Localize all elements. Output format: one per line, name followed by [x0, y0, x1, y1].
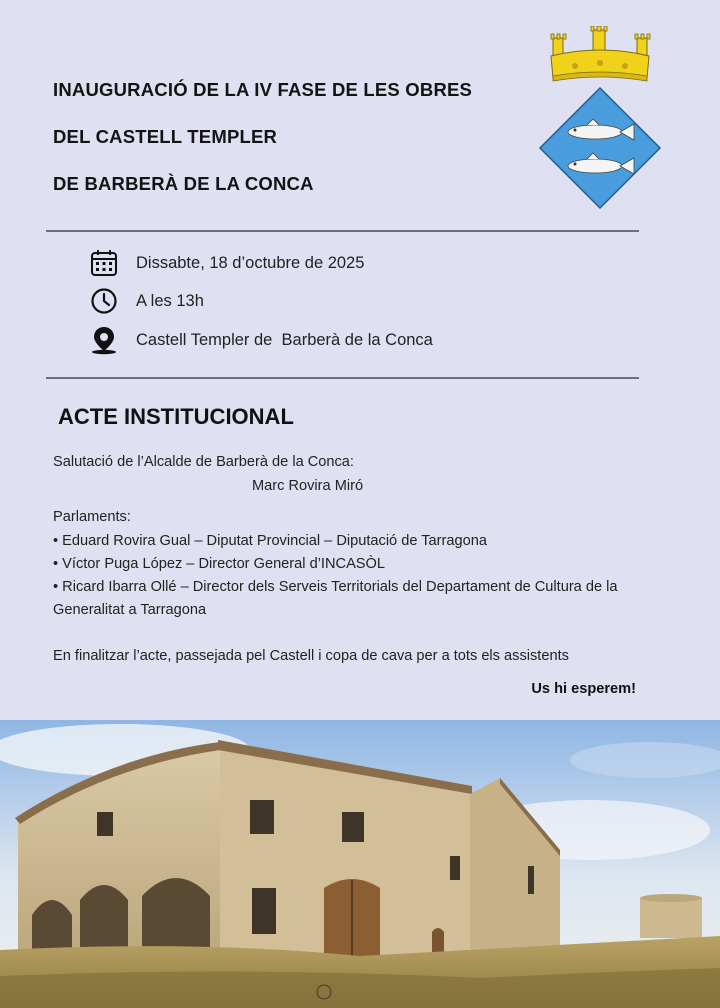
divider-top: [46, 230, 639, 232]
event-place-row: [89, 325, 433, 355]
speaker-item: • Eduard Rovira Gual – Diputat Provincial – Diputació de Tarragona: [53, 533, 487, 549]
event-time-row: [89, 286, 204, 316]
castle-photo: [0, 720, 720, 1008]
section-heading: ACTE INSTITUCIONAL: [58, 404, 294, 429]
location-pin-icon: [89, 325, 119, 355]
event-date-row: [89, 248, 365, 278]
speeches-label: Parlaments:: [53, 509, 131, 525]
greeting-label: Salutació de l’Alcalde de Barberà de la Conca:: [53, 454, 354, 470]
speaker-item-continuation: Generalitat a Tarragona: [53, 602, 207, 618]
sign-off: Us hi esperem!: [531, 681, 636, 697]
event-time: A les 13h: [136, 291, 204, 310]
speaker-item: • Víctor Puga López – Director General d’INCASÒL: [53, 556, 386, 572]
title-line-2: DEL CASTELL TEMPLER: [53, 126, 278, 147]
event-title: [53, 76, 533, 217]
closing-note: En finalitzar l’acte, passejada pel Castell i copa de cava per a tots els assistents: [53, 648, 569, 664]
divider-bottom: [46, 377, 639, 379]
title-line-3: DE BARBERÀ DE LA CONCA: [53, 173, 314, 194]
coat-of-arms-icon: [535, 26, 665, 212]
event-date: Dissabte, 18 d’octubre de 2025: [136, 253, 365, 272]
title-line-1: INAUGURACIÓ DE LA IV FASE DE LES OBRES: [53, 79, 473, 100]
event-place: Castell Templer de Barberà de la Conca: [136, 330, 433, 349]
crown-icon: [551, 26, 650, 81]
greeting-name: Marc Rovira Miró: [252, 478, 364, 494]
calendar-icon: [89, 248, 119, 278]
clock-icon: [89, 286, 119, 316]
speaker-item: • Ricard Ibarra Ollé – Director dels Serveis Territorials del Departament de Cultura de la: [53, 579, 618, 595]
